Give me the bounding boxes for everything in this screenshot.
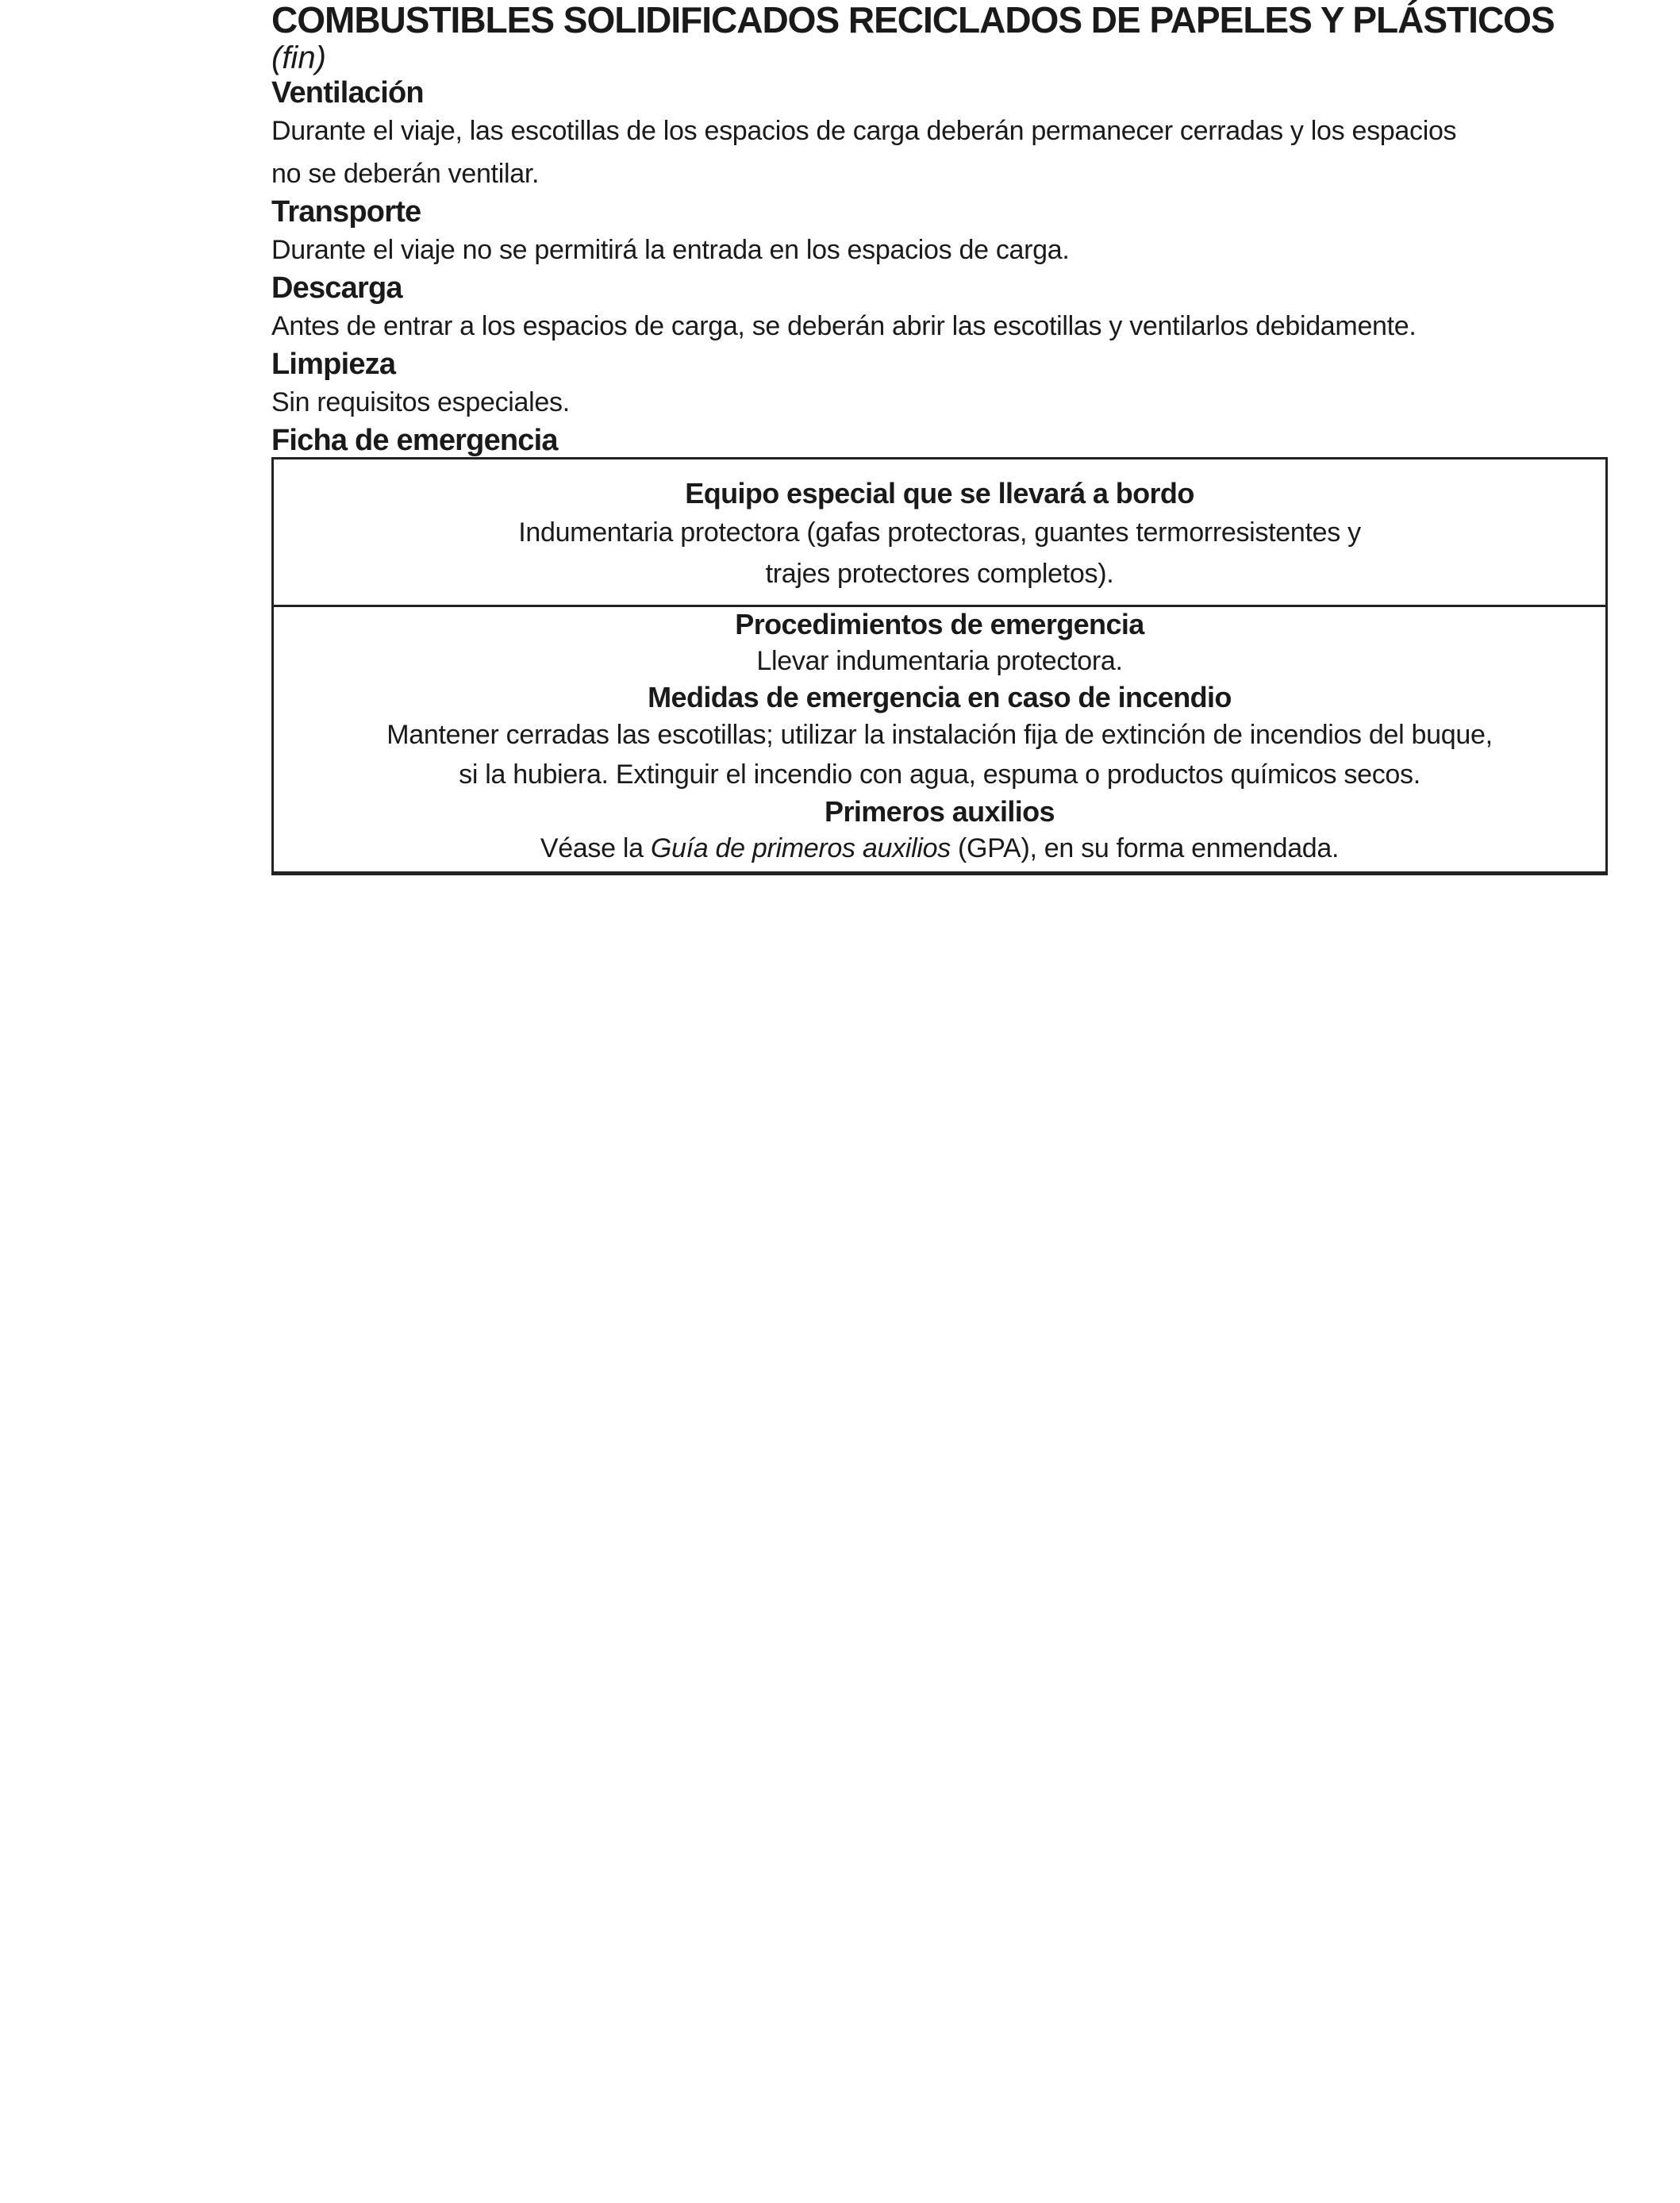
procedures-line: Llevar indumentaria protectora. — [756, 646, 1123, 676]
fire-measures-paragraph — [274, 715, 1605, 794]
section-paragraph-ventilacion — [271, 110, 1608, 195]
first-aid-line-suffix: (GPA), en su forma enmendada. — [950, 833, 1340, 863]
first-aid-line — [274, 829, 1605, 867]
page-title: COMBUSTIBLES SOLIDIFICADOS RECICLADOS DE PAPELES Y PLÁSTICOS — [271, 0, 1555, 40]
paragraph-line: Antes de entrar a los espacios de carga, se deberán abrir las escotillas y ventilarlos debidamente. — [271, 311, 1417, 341]
emergency-card-procedures-cell — [274, 607, 1605, 871]
section-heading-limpieza: Limpieza — [271, 348, 396, 381]
paragraph-line: Sin requisitos especiales. — [271, 387, 570, 417]
section-paragraph-limpieza — [271, 381, 1608, 424]
section-heading-transporte: Transporte — [271, 195, 421, 229]
emergency-card-equipment-cell — [274, 459, 1605, 607]
paragraph-line: no se deberán ventilar. — [271, 159, 540, 189]
section-heading-ficha-de-emergencia: Ficha de emergencia — [271, 424, 558, 457]
section-heading-descarga: Descarga — [271, 271, 402, 305]
equipment-heading: Equipo especial que se llevará a bordo — [685, 477, 1194, 509]
fire-measures-line: Mantener cerradas las escotillas; utilizar la instalación fija de extinción de incendios del buque, — [386, 720, 1493, 750]
paragraph-line: Durante el viaje, las escotillas de los espacios de carga deberán permanecer cerradas y los espacios — [271, 116, 1457, 146]
section-paragraph-descarga — [271, 305, 1608, 348]
page-subtitle-fin: (fin) — [271, 40, 326, 75]
fire-measures-heading: Medidas de emergencia en caso de incendio — [648, 681, 1232, 713]
section-heading-ventilacion: Ventilación — [271, 76, 424, 110]
section-paragraph-transporte — [271, 229, 1608, 271]
paragraph-line: Durante el viaje no se permitirá la entrada en los espacios de carga. — [271, 235, 1070, 265]
fire-measures-line: si la hubiera. Extinguir el incendio con agua, espuma o productos químicos secos. — [459, 759, 1421, 790]
content-column — [271, 0, 1608, 875]
first-aid-line-italic-title: Guía de primeros auxilios — [650, 833, 951, 863]
equipment-line: trajes protectores completos). — [765, 559, 1114, 589]
equipment-line: Indumentaria protectora (gafas protectoras, guantes termorresistentes y — [518, 517, 1361, 548]
emergency-card-table — [271, 457, 1608, 875]
first-aid-heading: Primeros auxilios — [825, 795, 1055, 828]
procedures-heading: Procedimientos de emergencia — [735, 608, 1144, 640]
first-aid-line-prefix: Véase la — [540, 833, 651, 863]
